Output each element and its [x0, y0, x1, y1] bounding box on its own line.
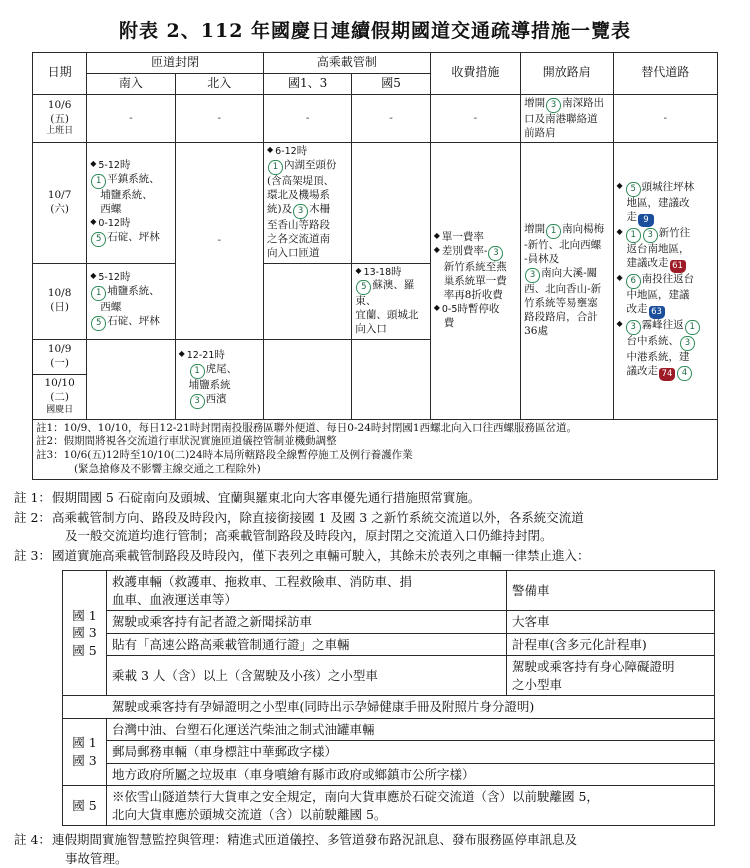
date-cell-1007: 10/7 (六): [33, 143, 87, 263]
cell-1007-hov-g13: ◆ 6-12時 1 內湖至頭份 (含高架堤頂、 環北及機場系 統)及 3 木柵 至香山等路段 之各交流道南 向入口匝道: [264, 143, 352, 263]
page-title: 附表 2、112 年國慶日連續假期國道交通疏導措施一覽表: [0, 16, 750, 43]
freeway-badge-3: 3: [190, 394, 205, 409]
cell-alternative-routes: ◆ 5 頭城往坪林 地區，建議改 走 9 ◆ 1 3 新竹往 返台南地區， 建議改走 61 ◆ 6 南投往返台 中地區，建議 改走 63 ◆ 3 霧峰往返 1 台中系統、 3 中港系統，建 議改走 74 4: [613, 143, 718, 419]
diamond-bullet-icon: ◆: [90, 159, 96, 168]
freeway-badge-3: 3: [680, 336, 695, 351]
freeway-badge-3: 3: [293, 204, 308, 219]
table-header-row-1: [33, 53, 718, 74]
veh-cell-police: 警備車: [507, 571, 715, 611]
date-group-1009-1010: [33, 339, 87, 419]
header-hov-g13: 國1、3: [264, 73, 352, 94]
note-3-text: 國道實施高乘載管制路段及時段內，僅下表列之車輛可駛入，其餘未於表列之車輛一律禁止進入：: [52, 547, 736, 566]
diamond-bullet-icon: ◆: [617, 273, 623, 282]
diamond-bullet-icon: ◆: [617, 319, 623, 328]
note-4-label: 註 4：: [14, 831, 52, 868]
note-4-text: 連假期間實施智慧監控與管理：精進式匝道儀控、多管道發布路況訊息、發布服務區停車訊息及: [52, 832, 577, 847]
vehicle-group-1-label: 國 1 國 3 國 5: [63, 571, 107, 696]
provincial-route-61-shield: 61: [670, 260, 686, 273]
table-row-1007: [33, 143, 718, 263]
freeway-badge-1: 1: [268, 160, 283, 175]
header-toll: 收費措施: [430, 53, 520, 95]
cell-1006-alt: -: [613, 94, 718, 143]
diamond-bullet-icon: ◆: [617, 227, 623, 236]
inner-note-2: 註2：假期間將視各交流道行車狀況實施匝道儀控管制並機動調整: [36, 435, 714, 449]
veh-row-g5-truck: [63, 786, 715, 826]
inner-note-3: 註3：10/6(五)12時至10/10(二)24時本局所轄路段全線暫停施工及例行養護作業: [36, 449, 714, 463]
date-cell-1010: 10/10 (二) 國慶日: [33, 374, 86, 418]
diamond-bullet-icon: ◆: [90, 217, 96, 226]
cell-1008-hov-g5: ◆ 13-18時 5 蘇澳、羅東、 宜蘭、頭城北 向入口: [352, 263, 430, 339]
veh-row-pregnant: [63, 696, 715, 719]
note-4-section: [0, 826, 750, 868]
date-cell-1008: 10/8 (日): [33, 263, 87, 339]
veh-cell-g5-truck: ※依雪山隧道禁行大貨車之安全規定，南向大貨車應於石碇交流道（含）以前駛離國 5， 北向大貨車應於頭城交流道（含）以前駛離國 5。: [107, 786, 715, 826]
note-1-label: 註 1：: [14, 489, 52, 508]
veh-cell-pregnant: 駕駛或乘客持有孕婦證明之小型車(同時出示孕婦健康手冊及附照片身分證明): [63, 696, 715, 719]
cell-1006-toll: -: [430, 94, 520, 143]
note-3-label: 註 3：: [14, 547, 52, 566]
note-4-continuation: 事故管理。: [52, 850, 736, 868]
note-4-body: [52, 831, 736, 868]
veh-cell-hov3: 乘載 3 人（含）以上（含駕駛及小孩）之小型車: [107, 656, 507, 696]
veh-row-ambulance: [63, 571, 715, 611]
cell-1006-hov-g5: -: [352, 94, 430, 143]
veh-row-garbage: [63, 763, 715, 786]
veh-cell-permit: 貼有「高速公路高乘載管制通行證」之車輛: [107, 633, 507, 656]
freeway-badge-1: 1: [91, 174, 106, 189]
diamond-bullet-icon: ◆: [617, 181, 623, 190]
freeway-badge-3: 3: [525, 268, 540, 283]
note-2-label: 註 2：: [14, 509, 52, 546]
header-ramp-north: 北入: [175, 73, 263, 94]
traffic-measures-table: [32, 52, 718, 480]
note-2-body: [52, 509, 736, 546]
freeway-badge-5: 5: [356, 280, 371, 295]
cell-toll-measures: ◆ 單一費率 ◆ 差別費率- 3 新竹系統至燕 巢系統單一費 率再8折收費 ◆ 0-5時暫停收 費: [430, 143, 520, 419]
inner-note-3b: (緊急搶修及不影響主線交通之工程除外): [36, 463, 714, 477]
header-shoulder: 開放路肩: [521, 53, 613, 95]
note-1-text: 假期間國 5 石碇南向及頭城、宜蘭與羅東北向大客車優先通行措施照常實施。: [52, 489, 736, 508]
cell-1007-hov-g5: [352, 143, 430, 263]
freeway-badge-3: 3: [626, 320, 641, 335]
veh-cell-disability: 駕駛或乘客持有身心障礙證明 之小型車: [507, 656, 715, 696]
diamond-bullet-icon: ◆: [90, 271, 96, 280]
inner-note-1: 註1：10/9、10/10，每日12-21時封閉南投服務區聯外便道、每日0-24時封閉國1西螺北向入口往西螺服務區岔道。: [36, 422, 714, 436]
freeway-badge-3: 3: [488, 246, 503, 261]
freeway-badge-4: 4: [677, 366, 692, 381]
veh-cell-postal: 郵局郵務車輛（車身標註中華郵政字樣）: [107, 741, 715, 764]
inner-notes-row: [33, 419, 718, 479]
inner-notes-cell: [33, 419, 718, 479]
veh-row-fuel: [63, 718, 715, 741]
freeway-badge-5: 5: [91, 232, 106, 247]
freeway-badge-6: 6: [626, 274, 641, 289]
cell-1007-ramp-north: -: [175, 143, 263, 340]
diamond-bullet-icon: ◆: [179, 349, 185, 358]
cell-1006-hov-g13: -: [264, 94, 352, 143]
veh-row-hov3: [63, 656, 715, 696]
veh-cell-garbage: 地方政府所屬之垃圾車（車身噴繪有縣市政府或鄉鎮市公所字樣）: [107, 763, 715, 786]
header-hov: 高乘載管制: [264, 53, 431, 74]
veh-row-press: [63, 611, 715, 634]
header-date: 日期: [33, 53, 87, 95]
veh-cell-press: 駕駛或乘客持有記者證之新聞採訪車: [107, 611, 507, 634]
table-row-1006: [33, 94, 718, 143]
freeway-badge-3: 3: [643, 228, 658, 243]
date-cell-1006: 10/6 (五) 上班日: [33, 94, 87, 143]
document-page: [0, 16, 750, 851]
vehicle-group-3-label: 國 5: [63, 786, 107, 826]
header-ramp-closure: 匝道封閉: [87, 53, 264, 74]
header-hov-g5: 國5: [352, 73, 430, 94]
veh-cell-taxi: 計程車(含多元化計程車): [507, 633, 715, 656]
diamond-bullet-icon: ◆: [267, 145, 273, 154]
freeway-badge-5: 5: [626, 182, 641, 197]
cell-1006-ramp-south: -: [87, 94, 175, 143]
cell-1006-shoulder: 增開 3 南深路出 口及南港聯絡道 前路肩: [521, 94, 613, 143]
freeway-badge-5: 5: [91, 316, 106, 331]
cell-1009-hov-g5: [352, 339, 430, 419]
veh-row-permit: [63, 633, 715, 656]
cell-1008-hov-g13: [264, 263, 352, 339]
vehicle-table-wrapper: [0, 566, 750, 826]
date-cell-1009: 10/9 (一): [33, 340, 86, 375]
vehicle-group-2-label: 國 1 國 3: [63, 718, 107, 786]
cell-1007-ramp-south: ◆ 5-12時 1 平鎮系統、 埔鹽系統、 西螺 ◆ 0-12時 5 石碇、坪林: [87, 143, 175, 263]
note-4: [14, 831, 736, 868]
note-2: [14, 509, 736, 546]
veh-cell-fuel-tanker: 台灣中油、台塑石化運送汽柴油之制式油罐車輛: [107, 718, 715, 741]
note-2-continuation: 及一般交流道均進行管制；高乘載管制路段及時段內，原封閉之交流道入口仍維持封閉。: [52, 527, 736, 546]
header-ramp-south: 南入: [87, 73, 175, 94]
cell-1009-ramp-south: [87, 339, 175, 419]
freeway-badge-3: 3: [546, 98, 561, 113]
note-2-text: 高乘載管制方向、路段及時段內，除直接銜接國 1 及國 3 之新竹系統交流道以外，各系統交流道: [52, 510, 584, 525]
freeway-badge-1: 1: [91, 286, 106, 301]
note-3: [14, 547, 736, 566]
diamond-bullet-icon: ◆: [434, 231, 440, 240]
cell-1006-ramp-north: -: [175, 94, 263, 143]
header-alt-route: 替代道路: [613, 53, 718, 95]
veh-cell-ambulance: 救護車輛（救護車、拖救車、工程救險車、消防車、捐 血車、血液運送車等）: [107, 571, 507, 611]
cell-1009-ramp-north: ◆ 12-21時 1 虎尾、 埔鹽系統 3 西濱: [175, 339, 263, 419]
cell-1009-hov-g13: [264, 339, 352, 419]
freeway-badge-1: 1: [626, 228, 641, 243]
provincial-route-63-shield: 63: [649, 306, 665, 319]
note-1: [14, 489, 736, 508]
main-table-wrapper: [0, 52, 750, 480]
diamond-bullet-icon: ◆: [434, 303, 440, 312]
cell-shoulder-opening: 增開 1 南向楊梅 -新竹、北向西螺 -員林及 3 南向大溪-關 西、北向香山-新 竹系統等易壅塞 路段路肩，合計 36處: [521, 143, 613, 419]
permitted-vehicles-table: [62, 570, 715, 826]
cell-1008-ramp-south: ◆ 5-12時 1 埔鹽系統、 西螺 5 石碇、坪林: [87, 263, 175, 339]
freeway-badge-1: 1: [190, 364, 205, 379]
veh-cell-bus: 大客車: [507, 611, 715, 634]
diamond-bullet-icon: ◆: [355, 266, 361, 275]
freeway-badge-1: 1: [546, 224, 561, 239]
veh-row-postal: [63, 741, 715, 764]
notes-section: [0, 480, 750, 565]
provincial-route-9-shield: 9: [638, 214, 654, 227]
freeway-badge-1: 1: [685, 320, 700, 335]
provincial-route-74-shield: 74: [659, 368, 675, 381]
diamond-bullet-icon: ◆: [434, 245, 440, 254]
